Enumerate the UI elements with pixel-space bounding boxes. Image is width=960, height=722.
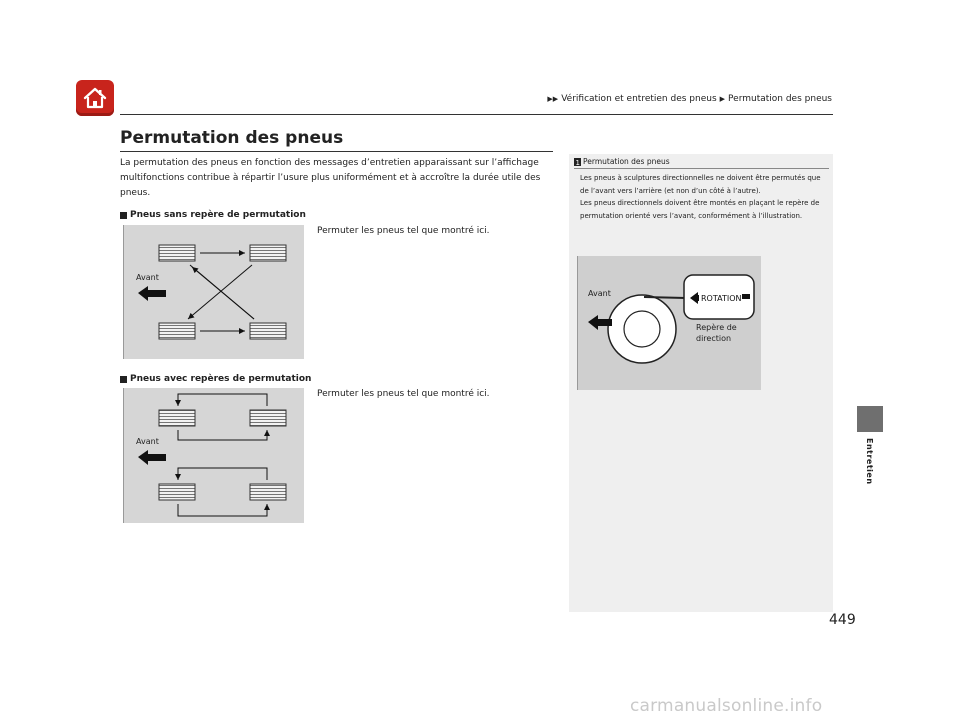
breadcrumb: [547, 94, 832, 104]
watermark: carmanualsonline.info: [630, 696, 823, 716]
front-direction-arrow-icon: [138, 450, 166, 465]
tire-front-left: [159, 410, 195, 426]
header-divider: [120, 114, 833, 115]
tire-front-left: [159, 245, 195, 261]
bullet-square-icon: [120, 212, 127, 219]
section-text-with-rotation-mark: Permuter les pneus tel que montré ici.: [317, 389, 490, 399]
section-heading-no-rotation-mark: Pneus sans repère de permutation: [120, 210, 306, 220]
intro-paragraph: La permutation des pneus en fonction des messages d’entretien apparaissant sur l’affichage multifonctions contribue à répartir l’usure plus uniformément et à accroître la durée utile des pneus.: [120, 158, 541, 198]
chevron-right-icon: ▶▶: [547, 95, 559, 103]
section-text-no-rotation-mark: Permuter les pneus tel que montré ici.: [317, 226, 490, 236]
tire-rear-left: [159, 484, 195, 500]
label-front: Avant: [136, 273, 159, 282]
label-front: Avant: [136, 437, 159, 446]
wheel-rim: [624, 311, 660, 347]
tire-rear-right: [250, 323, 286, 339]
chapter-label: Entretien: [865, 438, 874, 485]
rotation-bar: [742, 294, 750, 299]
note-divider: [574, 168, 829, 169]
chevron-right-icon: ▶: [719, 95, 726, 103]
breadcrumb-link-tire-maintenance[interactable]: Vérification et entretien des pneus: [561, 94, 717, 104]
rotation-diagram-front-rear: [123, 388, 304, 523]
breadcrumb-current: Permutation des pneus: [728, 94, 832, 104]
page-title: Permutation des pneus: [120, 128, 344, 148]
note-marker-icon: [574, 158, 581, 166]
tire-rear-right: [250, 484, 286, 500]
chapter-tab[interactable]: [857, 406, 883, 432]
tire-rear-left: [159, 323, 195, 339]
svg-text:1: 1: [575, 158, 580, 166]
note-paragraph-1: Les pneus à sculptures directionnelles ne doivent être permutés que de l’avant vers l’arrière (et non d’un côté à l’autre).: [580, 174, 821, 195]
bullet-square-icon: [120, 376, 127, 383]
directional-tire-diagram: [577, 256, 761, 390]
note-paragraph-2: Les pneus directionnels doivent être montés en plaçant le repère de permutation orienté vers l’avant, conformément à l’illustration.: [580, 199, 820, 220]
tire-front-right: [250, 410, 286, 426]
page-number: 449: [829, 612, 856, 628]
label-front: Avant: [588, 289, 611, 298]
note-body: [580, 172, 828, 222]
tire-front-right: [250, 245, 286, 261]
home-button[interactable]: [76, 80, 114, 116]
label-rotation: ROTATION: [701, 294, 742, 303]
title-divider: [120, 151, 553, 152]
section-heading-with-rotation-mark: Pneus avec repères de permutation: [120, 374, 311, 384]
label-direction-mark-line2: direction: [696, 334, 732, 343]
front-direction-arrow-icon: [138, 286, 166, 301]
rotation-diagram-cross: [123, 225, 304, 359]
label-direction-mark-line1: Repère de: [696, 323, 737, 332]
note-heading: 1 Permutation des pneus: [575, 157, 670, 166]
home-icon: [82, 86, 108, 110]
